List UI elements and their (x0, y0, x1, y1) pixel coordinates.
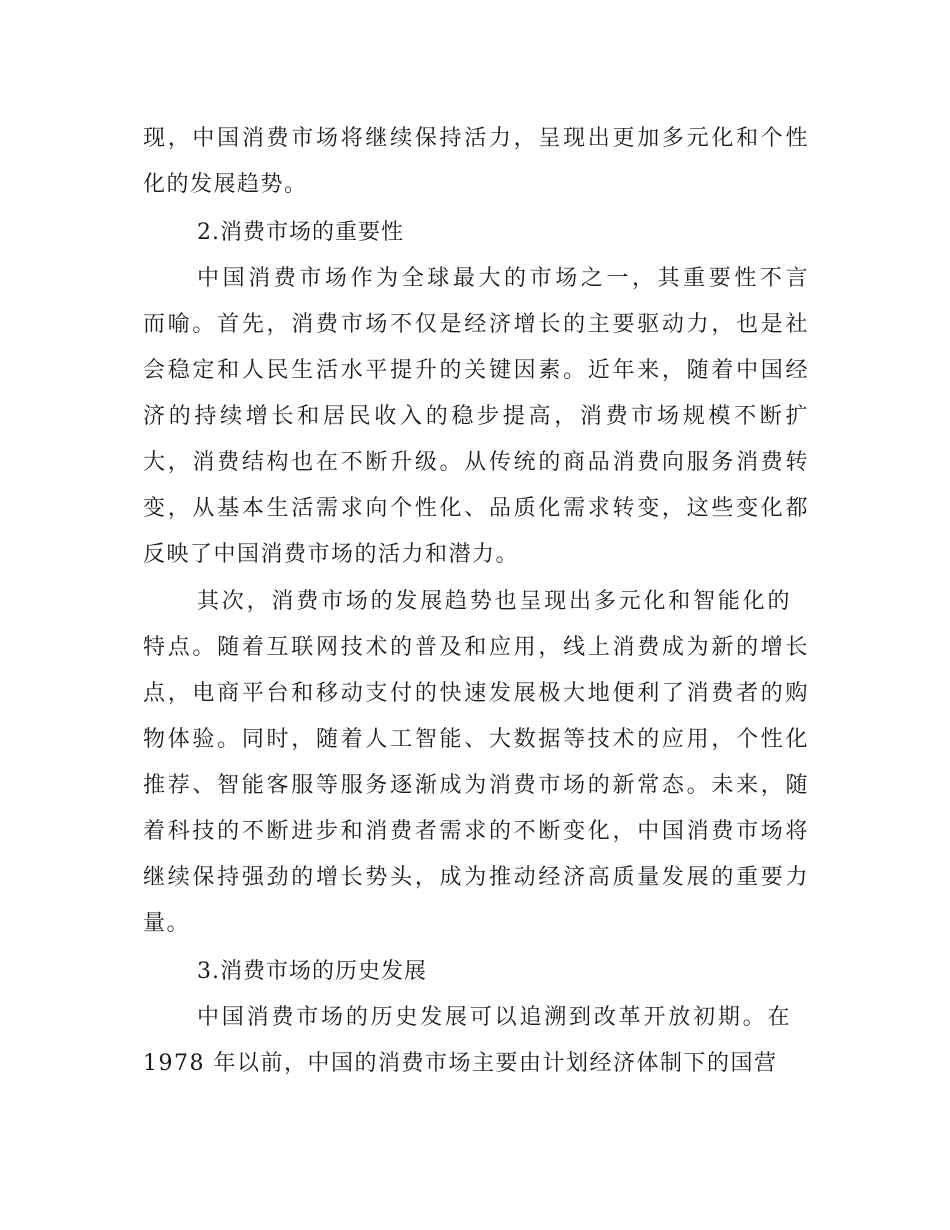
text-line: 反映了中国消费市场的活力和潜力。 (143, 542, 520, 567)
text-line: 现，中国消费市场将继续保持活力，呈现出更加多元化和个性 (143, 126, 809, 151)
text-line: 1978 年以前，中国的消费市场主要由计划经济体制下的国营 (143, 1051, 778, 1076)
text-line: 量。 (143, 911, 191, 936)
text-line: 中国消费市场作为全球最大的市场之一，其重要性不言 (197, 266, 809, 291)
text-line: 继续保持强劲的增长势头，成为推动经济高质量发展的重要力 (143, 865, 809, 890)
text-line: 推荐、智能客服等服务逐渐成为消费市场的新常态。未来，随 (143, 773, 809, 798)
text-line: 大，消费结构也在不断升级。从传统的商品消费向服务消费转 (143, 450, 809, 475)
text-line: 着科技的不断进步和消费者需求的不断变化，中国消费市场将 (143, 819, 809, 844)
text-line: 会稳定和人民生活水平提升的关键因素。近年来，随着中国经 (143, 358, 809, 383)
text-line: 变，从基本生活需求向个性化、品质化需求转变，这些变化都 (143, 496, 809, 521)
text-line: 特点。随着互联网技术的普及和应用，线上消费成为新的增长 (143, 635, 809, 660)
section-heading: 2.消费市场的重要性 (197, 220, 404, 245)
text-line: 物体验。同时，随着人工智能、大数据等技术的应用，个性化 (143, 727, 809, 752)
text-line: 其次，消费市场的发展趋势也呈现出多元化和智能化的 (197, 589, 791, 614)
text-line: 化的发展趋势。 (143, 172, 308, 197)
text-line: 而喻。首先，消费市场不仅是经济增长的主要驱动力，也是社 (143, 312, 809, 337)
text-line: 中国消费市场的历史发展可以追溯到改革开放初期。在 (197, 1005, 791, 1030)
text-line: 点，电商平台和移动支付的快速发展极大地便利了消费者的购 (143, 681, 809, 706)
section-heading: 3.消费市场的历史发展 (197, 959, 427, 984)
text-line: 济的持续增长和居民收入的稳步提高，消费市场规模不断扩 (143, 404, 809, 429)
